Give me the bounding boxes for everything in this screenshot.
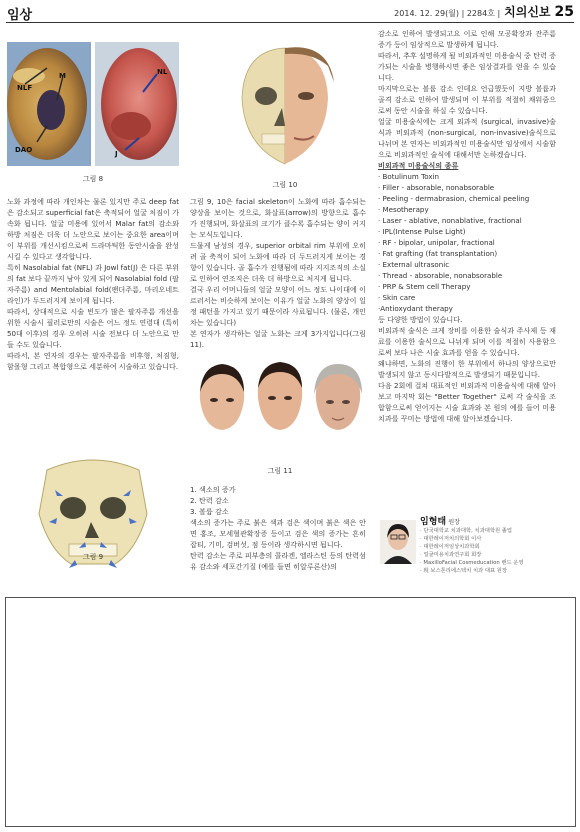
header-right bbox=[394, 3, 574, 20]
figure-8-image bbox=[7, 42, 179, 166]
author-role: 원장 bbox=[448, 519, 460, 526]
newspaper-name: 치의신보 bbox=[504, 5, 551, 19]
label-nlf: NLF bbox=[17, 84, 33, 92]
list-item: · Filler - absorable, nonabsorable bbox=[378, 183, 495, 192]
list-item: · Peeling - dermabrasion, chemical peeling bbox=[378, 194, 530, 203]
list-item: 등 다양한 방법이 있습니다. bbox=[378, 315, 463, 324]
bio-line: · 現 보스톤리에스텍치 치과 대표 원장 bbox=[420, 568, 508, 574]
col1-paragraph: 특히 Nasolabial fat (NFL) 과 Jowl fat(J) 은 다른 부위의 fat 보다 끝까지 남아 있게 되어 Nasolabial fold (팔자주름) and Mentolabial fold(팬더주름, 마리오네트 라인)가 두드러지게 보이게 됩니다. bbox=[7, 263, 179, 305]
bio-line: · 단국대학교 치과대학, 치과대학원 졸업 bbox=[420, 528, 512, 534]
section-title: 임상 bbox=[7, 8, 33, 23]
page-header bbox=[0, 0, 580, 24]
figure-11-caption: 그림 11 bbox=[267, 467, 293, 475]
col2-paragraph: 탄력 감소는 주로 피부층의 콜라겐, 엘라스틴 등의 탄력섬유 감소와 세포간기질 (예를 들면 히알루론산)의 bbox=[190, 551, 366, 571]
figure-9-image bbox=[7, 452, 179, 584]
list-item: 3. 볼륨 감소 bbox=[190, 507, 229, 516]
figure-9 bbox=[7, 452, 179, 584]
methods-list bbox=[378, 171, 556, 325]
author-photo bbox=[380, 520, 416, 564]
figure-11 bbox=[192, 362, 368, 432]
list-item: · Fat grafting (fat transplantation) bbox=[378, 249, 498, 258]
list-item: · External ultrasonic bbox=[378, 260, 450, 269]
col2-paragraph: 그림 9, 10은 facial skeleton이 노화에 따라 흡수되는 양상을 보이는 것으로, 화살표(arrow)의 방향으로 흡수가 진행되며, 화살표의 크기가 클수록 흡수되는 양이 커지는 모식도입니다. bbox=[190, 197, 366, 239]
figure-10-image bbox=[218, 42, 352, 170]
author-name-line bbox=[420, 518, 524, 527]
list-item: · Mesotherapy bbox=[378, 205, 429, 214]
list-item: · IPL(Intense Pulse Light) bbox=[378, 227, 466, 236]
col1-paragraph: 따라서, 상대적으로 시술 빈도가 많은 팔자주름 개선을 위한 시술시 필러로만의 시술은 어느 정도 연령대 (특히 50대 이후)의 경우 오히려 시술 전보다 더 노안으로 만들 수도 있습니다. bbox=[7, 307, 179, 349]
figure-10 bbox=[218, 42, 352, 170]
figure-11-image bbox=[192, 362, 368, 432]
col2-paragraph: 색소의 증가는 주로 붉은 색과 검은 색이며 붉은 색은 안면 홍조, 모세혈관확장증 등이고 검은 색의 증가는 흔히 잡티, 기미, 검버섯, 점 등이라 생각하시면 됩니다. bbox=[190, 518, 366, 549]
list-item: · RF - bipolar, unipolar, fractional bbox=[378, 238, 495, 247]
page-number: 25 bbox=[554, 4, 574, 20]
label-nl: NL bbox=[157, 68, 168, 76]
list-item: · Skin care bbox=[378, 293, 416, 302]
column-1-text bbox=[7, 196, 179, 372]
bio-line: · 얼굴미용치과연구회 회장 bbox=[420, 552, 482, 558]
col3-paragraph: 얼굴 미용술식에는 크게 외과적 (surgical, invasive)술식과 비외과적 (non-surgical, non-invasive)술식으로 나뉘며 본 연자는 비외과적인 미용술식만 임상에서 시술함으로 비외과적인 술식에 대해서만 논하겠습니다. bbox=[378, 117, 556, 159]
figure-9-caption: 그림 9 bbox=[82, 553, 104, 561]
label-dao: DAO bbox=[15, 146, 33, 154]
col3-paragraph: 왜냐하면, 노화의 진행이 한 부위에서 하나의 양상으로만 발생되지 않고 동시다발적으로 발생되기 때문입니다. bbox=[378, 359, 556, 379]
label-j: J bbox=[115, 150, 118, 158]
column-3-text bbox=[378, 28, 556, 424]
col1-paragraph: 따라서, 본 연자의 경우는 팔자주름을 비후형, 처짐형, 함몰형 그리고 복합형으로 세분하여 시술하고 있습니다. bbox=[7, 351, 179, 371]
figure-10-caption: 그림 10 bbox=[272, 181, 298, 189]
methods-subheading: 비외과적 미용술식의 종류 bbox=[378, 161, 459, 170]
col2-paragraph: 드물게 남성의 경우, superior orbital rim 부위에 오히려 골 축적이 되어 노화에 따라 더 두드러지게 보이는 경향이 있습니다. 골 흡수가 진행됨에 따라 지지조직의 소실로 인하여 연조직은 더욱 더 하방으로 처지게 됩니다. bbox=[190, 241, 366, 283]
col3-paragraph: 비외과적 술식은 크게 장비를 이용한 술식과 주사제 등 재료를 이용한 술식으로 나뉘게 되며 이를 적절히 사용함으로써 보다 나은 시술 효과를 얻을 수 있습니다. bbox=[378, 326, 556, 357]
list-item: · Botulinum Toxin bbox=[378, 172, 440, 181]
bio-line: · 대한레이저치의학회 이사 bbox=[420, 536, 482, 542]
col2-paragraph: 결국 우리 어머니들의 얼굴 모양이 어느 정도 나이대에 이르러서는 비슷하게 보이는 이유가 얼굴 노화의 양상이 일정 패턴을 가지고 있기 때문이라 사료됩니다. (물론, 개인차는 있습니다) bbox=[190, 285, 366, 327]
list-item: · Thread - absorable, nonabsorable bbox=[378, 271, 503, 280]
ad-placeholder-box bbox=[5, 597, 576, 827]
column-2-text bbox=[190, 196, 366, 350]
col3-paragraph: 마지막으로는 볼륨 감소 인데요 언급했듯이 지방 볼륨과 골격 감소로 인하여 발생되며 이 부위를 적절히 채워줌으로써 동안 시술을 하실 수 있습니다. bbox=[378, 84, 556, 115]
author-name: 임형태 bbox=[420, 517, 447, 527]
figure-8 bbox=[7, 42, 179, 166]
author-block bbox=[380, 518, 560, 592]
list-item: · Laser - ablative, nonablative, fractional bbox=[378, 216, 522, 225]
col1-paragraph: 노화 과정에 따라 개인차는 물론 있지만 주로 deep fat은 감소되고 superficial fat은 축적되어 얼굴 처짐이 가속화 됩니다. 얼굴 미용에 있어서 Malar fat의 감소와 하방 처짐은 더욱 더 노안으로 보이는 중요한 area이며 이 부위를 개선시킴으로써 드라마틱한 동안시술을 완성시킬 수 있다고 생각합니다. bbox=[7, 197, 179, 261]
column-2-list bbox=[190, 484, 366, 572]
bio-line: · MaxilloFacial Cosmeducation 밴드 운영 bbox=[420, 560, 524, 566]
author-bio bbox=[420, 527, 524, 575]
list-item: 1. 색소의 증가 bbox=[190, 485, 236, 494]
list-item: · PRP & Stem cell Therapy bbox=[378, 282, 471, 291]
figure-8-caption: 그림 8 bbox=[82, 175, 104, 183]
list-item: 2. 탄력 감소 bbox=[190, 496, 229, 505]
issue-date: 2014. 12. 29(월) | 2284호 | bbox=[394, 9, 501, 18]
label-m: M bbox=[59, 72, 66, 80]
col3-paragraph: 따라서, 추후 설명하게 될 비외과적인 미용술식 중 탄력 증가되는 시술을 병행하시면 좋은 임상결과를 얻을 수 있습니다. bbox=[378, 51, 556, 82]
bio-line: · 대한레이저임상치과학회 bbox=[420, 544, 480, 550]
col2-paragraph: 본 연자가 생각하는 얼굴 노화는 크게 3가지입니다(그림 11). bbox=[190, 329, 366, 349]
header-rule bbox=[6, 22, 574, 23]
aging-factors-list bbox=[190, 484, 366, 517]
col3-paragraph: 다음 2회에 걸쳐 대표적인 비외과적 미용술식에 대해 알아보고 마지막 회는 "Better Together" 로써 각 술식을 조합함으로써 얻어지는 시술 효과와 본 원의 예를 들어 미용치과를 꾸미는 방법에 대해 알아보겠습니다. bbox=[378, 381, 556, 423]
list-item: ·Antioxydant therapy bbox=[378, 304, 453, 313]
col3-paragraph: 감소로 인하여 발생되고요 이로 인해 모공확장과 잔주름 증가 등이 임상적으로 발생하게 됩니다. bbox=[378, 29, 556, 49]
